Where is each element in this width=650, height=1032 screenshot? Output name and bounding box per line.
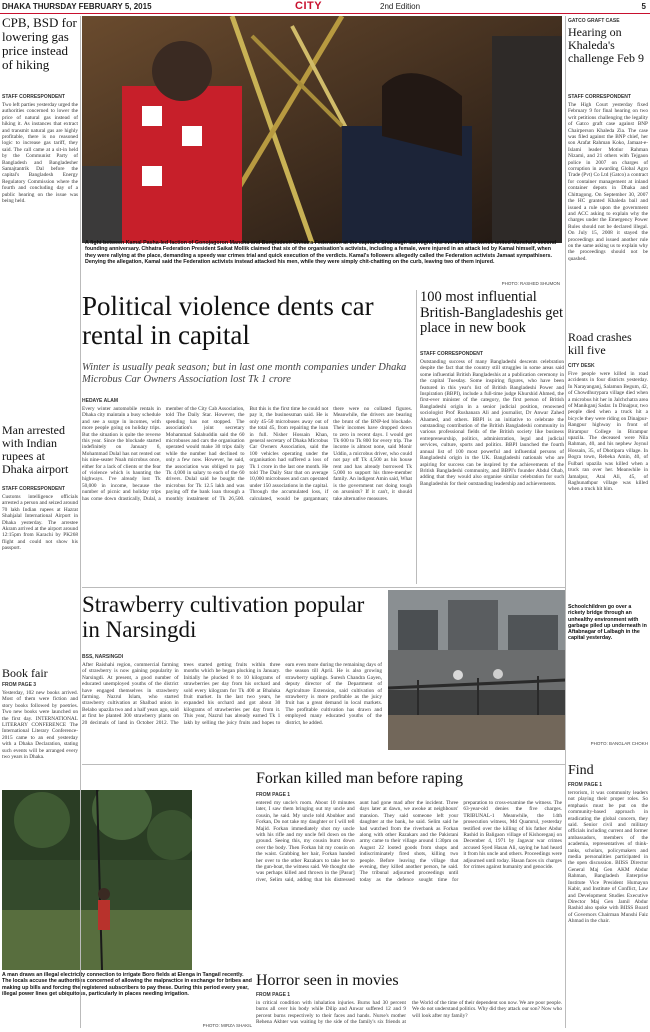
edition-label: 2nd Edition — [380, 2, 421, 11]
gatco-body: The High Court yesterday fixed February 9 for final hearing on two writ petitions challenging the legality of Gatco graft case against BNP Chairperson Khaleda Zia. The case was filed against the BNP chief, her son Arafat Rahman Koko, Jamaat-e-Islami leader Motiur Rahman Nizami, and 21 others with Tejgaon police in 2007 on charges of corruption in awarding Global Agro Trade (Pvt) Co Ltd (Gatco) a contract for container management at inland container depots in Dhaka and Chittagong. On September 30, 2007 the HC granted Khaleda bail and issued a rule upon the government and ACC asking to explain why the charges under the Emergency Power Rules should not be declared illegal. On July 15, 2008 it stayed the proceedings and issued another rule on the same asking us to explain why the proceedings should not be quashed. — [568, 102, 648, 262]
road-byline: CITY DESK — [568, 363, 595, 369]
bookfair-headline: Book fair — [2, 667, 48, 680]
page-header — [0, 0, 650, 14]
road-headline: Road crashes kill five — [568, 331, 632, 357]
column-rule-left — [80, 16, 81, 1028]
violence-body: Every winter automobile rentals in Dhaka city maintain a busy schedule and see a surge in incomes, with more people going on holiday trips. But the situation is quite the reverse this year. Since the blockade started indefinitely on January 6, Mohammad Dulal has not rented out his nine-seater Noah microbus once, either for a lack of clients or the fear of violence which is haunting the highways. I've already lost Tk 50,000 in income, because the number of picnic and holiday trips has come down drastically, Dulal, a member of the City Cab Association, told The Daily Star. However, the spending has not stopped. The association's joint secretary Mohammad Salahuddin said the 60 microbuses and cars the organisation operated would make 30 trips daily while the number had declined to only a few now. However, he said, the association was obliged to pay Tk 4,000 in salary to each of the 60 drivers. Dulal said he bought the microbus for Tk 12.5 lakh and was paying off the bank loan through a monthly instalment of Tk 26,500. But this is the first time he could not pay it, the businessman said. He is only 45-50 microbuses away out of the total 45, from repairing the loan in full. Nisher Hossain Khan, general secretary of Dhaka Microbus Car Owners Association, said the 100 vehicles operating under the organisation had suffered a loss of Tk 1 crore in the last one month. He told The Daily Star that on average 10,000 microbuses and cars operated under 150 associations in the capital. Through the accumulated loss, if calculated, would be gargantuan; there were no collated figures. Meanwhile, the drivers are bearing the brunt of the BNP-led blockade. Their incomes have dropped down to zero in recent days. I would get Tk 600 to Tk 800 for every trip. The income is almost none, said Monir Uddin, a microbus driver, who could not pay off Tk 4,500 as his house rent and has already borrowed Tk 5,000 to support his three-member family. An indigent Amin said, What is the government not doing tough on arsonists? If it can't, it should take alternative measures. — [82, 406, 412, 502]
forkan-body: entered my uncle's room. About 10 minutes later, I saw them bringing out my uncle and cousin, he said. My uncle told Abubker and Forkan, Do not take my daughter or I will tell Majid. Forkan immediately shot my uncle with his rifle and my uncle fell down on the ground. Seeing this, my cousin burst down over the body. Then Forkan hit my cousin on the waist. Grabbing her hair, Forkan handed her over to the other Razakars to take her to the gun-boat, the witness said. We thought she was perhaps killed and thrown in the [Pasur] river, Selim said, adding that his distressed aunt had gone mad after the incident. Three days later at dawn, we awoke at neighbours' mansion. They said someone left your daughter at the bank, he said. Selim said he had watched from the riverbank as Forkan along with other Razakars and the Pakistani army came to their village around 1:30pm on August 22 looted goods from shops and indiscriminately fired shots, killing two people. Before leaving the village that evening, they killed another person, he said. The tribunal adjourned proceedings until today as the defence sought time for preparation to cross-examine the witness. The 63-year-old denies the five charges. TRIBUNAL-1 Meanwhile, the 14th prosecution witness, Md Quamrul, yesterday testified over the killing of his father Abdur Rashid in Baligaon village of Kishoreganj on December 4, 1971 by Jagavar war crimes accused Syed Hasan Ali, saying he had heard it from his uncle and others. Proceedings were adjourned until today. Hasan faces six charges for crimes against humanity and genocide. — [256, 800, 562, 883]
electricity-photo-image — [2, 790, 192, 970]
bbpi-byline: STAFF CORRESPONDENT — [420, 351, 483, 357]
strawberry-headline-box — [82, 592, 382, 648]
shahbagh-photo — [82, 16, 562, 243]
violence-headline: Political violence dents car rental in capital — [82, 292, 374, 350]
shahbagh-credit: PHOTO: RASHED SHUMON — [501, 281, 560, 286]
forkan-headline: Forkan killed man before raping — [256, 770, 464, 787]
bridge-photo-image — [388, 590, 566, 750]
find-byline: FROM PAGE 1 — [568, 782, 603, 788]
cpb-byline: STAFF CORRESPONDENT — [2, 94, 65, 100]
find-headline-box — [568, 764, 648, 782]
row-rule-2 — [82, 764, 565, 765]
shahbagh-caption: A fight between Kamal Pasha-led faction of Gonojagoron Mancha and Bangladesh Chhatra Federation at the capital's Shahbagh last night, the eve of the erstwhile united Mancha's second founding anniversary. Chhatra Federation President Saikat Mollik claimed that six of the organisation's activists, including a female, were injured in an attack led by Kamal himself, when they were rallying at the place, demanding a speedy war crimes trial and quick execution of the verdicts. Kamal's followers allegedly called the Federation activists Jamaat sympathisers. Denying the allegation, Kamal said the Federation activists instead attacked his men, while they were simply chit-chatting on the curb, leaving two of them injured. — [85, 240, 557, 265]
horror-headline: Horror seen in movies — [256, 972, 399, 989]
bbpi-headline: 100 most influential British-Bangladeshis get place in new book — [420, 290, 563, 336]
strawberry-headline: Strawberry cultivation popular in Narsingdi — [82, 592, 365, 642]
cpb-headline: CPB, BSD for lowering gas price instead of hiking — [2, 16, 77, 72]
road-body: Five people were killed in road accidents in four districts yesterday. In Narayanganj, Salamun Begum, 42, of Chowdhurypara village died when a microbus hit her in Jalchchatra area of Manikganj Sadar. In Dinajpur, two people died when a truck hit a bicycle they were riding on Dinajpur-Rangpur highway in front of Birampur College in Birampur upazila. The deceased were Nila Rahman, 40, and his nephew Joynul Hossain, 35, of Dhotipara village. In Bogra town, Rebeka Amin, 40, of Fulbari upazila was killed when a truck ran over her. Meanwhile in Jamalpur, Atai Ali, 45, of Raghunathpur village was killed when a truck hit him. — [568, 371, 648, 493]
section-name: CITY — [295, 0, 323, 12]
gatco-byline: STAFF CORRESPONDENT — [568, 94, 631, 100]
violence-byline: HEDAYE ALAM — [82, 398, 119, 404]
electricity-credit: PHOTO: MIRZA SHAKIL — [202, 1023, 252, 1028]
horror-byline: FROM PAGE 1 — [256, 992, 291, 998]
strawberry-body: After Raishahi region, commercial farming of strawberry is now gaining popularity in Narsingdi. At present, a good number of educated unemployed youths of the district have engaged themselves in strawberry farming. Nazrul Islam, who started strawberry cultivation at Shalbad union in Belabo upazila two and a half years ago, said at first he planted 300 strawberry plants on 20 decimals of land in October 2012. The trees started getting fruits within three months which he began plucking in January. Initially he plucked 8 to 10 kilograms of strawberries per day from his orchard and sold every kilogram for Tk 400 at Bhaluka fruit market. In the last two years, he expanded his orchard and got about 30 kilograms of strawberries per day from it. This year, Nazrul has already earned Tk 1 lakh by selling the juicy fruits and hopes to earn even more during the remaining days of the season till April. He is also growing strawberry saplings. Suresh Chandra Gayen, deputy director of the Department of Agriculture Extension, said cultivation of strawberry is more profitable as the juicy fruit has a great demand in local markets. The profitable cultivation has drawn and employed many educated youths of the district, he added. — [82, 662, 382, 726]
find-body: terrorism, it was community leaders not playing their proper roles. So emphasis must be put on the community-based approach in eradicating the global concern, they said. Senior civil and military officials including current and former ambassadors, members of the academia, representatives of think-tanks, scholars, policymakers and media personalities participated in the open discussion. BIISS Director General Maj Gen AKM Abdur Rahman, Bangladesh Enterprise Institute Vice President Humayun Kabir, and Institute of Conflict, Law and Development Studies Executive Director Maj Gen Jamil Abdur Rashid also spoke with BIISS Board of Governors Chairman Munshi Faiz Ahmad in the chair. — [568, 790, 648, 925]
cpb-body: Two left parties yesterday urged the authorities concerned to lower the price of natural gas instead of hiking it. As instances that extract and transmit natural gas are highly profitable, there is no reasoned logic to increase gas tariff, they said. The call came at a sit-in held by the Communist Party of Bangladesh and Bangladesher Samajtantrik Dal before the capital's Bangladesh Energy Regulatory Commission where the fourth and concluding day of a public hearing on the issue was being held. — [2, 102, 78, 205]
bbpi-headline-box — [420, 290, 564, 348]
column-rule-mid — [416, 290, 417, 584]
find-headline: Find — [568, 764, 594, 778]
row-rule-1 — [82, 587, 565, 588]
bridge-photo — [388, 590, 566, 750]
violence-subtitle-box — [82, 362, 412, 392]
forkan-headline-box — [256, 770, 562, 790]
bridge-credit: PHOTO: BANGLAR CHOKH — [590, 741, 648, 746]
airport-body: Customs intelligence officials arrested a person and seized around 70 lakh Indian rupees at Hazrat Shahjalal International Airport in Dhaka yesterday. The arrestee Akram arrived at the airport around 12:15pm from Karachi by PK268 flight and could not show his passport. — [2, 494, 78, 552]
electricity-caption: A man draws an illegal electricity connection to irrigate Boro fields at Elenga in Tangail recently. The locals accuse the authorities concerned of allowing the malpractice in exchange for bribes and making up bills and forcing the registered subscribers to pay these. During this period every year, illegal power lines get ubiquitous, particularly in places needing irrigation. — [2, 972, 252, 997]
horror-body: in critical condition with inhalation injuries. Burns had 30 percent burns all over his body while Dilip and Anwar suffered 12 and 9 percent burns respectively to their faces and hands. Nurse's mother Rehena Akhter was waiting by the side of the family's six friends at the World of the time of their dependent son now. We are poor people. We do not understand politics. Why did they attack our son? Now who will look after my family? — [256, 1000, 562, 1026]
airport-byline: STAFF CORRESPONDENT — [2, 486, 65, 492]
bridge-caption: Schoolchildren go over a rickety bridge through an unhealthy environment with garbage piled up underneath in Aftabnagar of Lalbagh in the capital yesterday. — [568, 604, 647, 642]
bookfair-body: Yesterday, 102 new books arrived. Most of them were fiction and story books followed by poetries. Two new books were launched on the first day. INTERNATIONAL LITERARY CONFERENCE The International Literary Conference-2015 came to an end yesterday with a Dhaka Declaration, stating such events will be arranged every two years in Dhaka. — [2, 690, 78, 761]
electricity-photo — [2, 790, 192, 970]
page-number: 5 — [641, 2, 646, 11]
violence-subtitle: Winter is usually peak season; but in last one month companies under Dhaka Microbus Car Owners Association lost Tk 1 crore — [82, 362, 407, 385]
forkan-byline: FROM PAGE 1 — [256, 792, 291, 798]
shahbagh-photo-image — [82, 16, 562, 243]
bbpi-body: Outstanding success of many Bangladeshi descents celebration despite the fact that the country still struggles in some areas said some influential British Bangladeshis at a publication ceremony in the capital Tuesday. Some inspiring figures, who have been featured in this year's list of British Bangladeshi Power and Inspiration (BBPI), include a full-time judge Khurshid Ahmed, the first-ever minister of the category, the first person of British Bangladeshi origin in a senior judicial position, renowned sociologist Prof Rushanara Ali and journalist, Dr Anwar Zahed Ahamed, and others. BBPI is an initiative to celebrate the outstanding contribution of the British Bangladeshi community in various professional fields of the British society like business entrepreneurship, politics, administration, legal and judicial services, culture, sports and politics. BBPI launched the fourth annual list of 100 most powerful and influential persons of Bangladeshi origin in the UK. Bangladeshi nationals who are aspiring for success can be inspired by the achievements of the British Bangladeshi community, and BBPI's founder Abdul Ohab, adding that they would also organise similar celebration for such Bangladeshis for their outstanding leadership and achievements. — [420, 359, 564, 487]
dateline: DHAKA THURSDAY FEBRUARY 5, 2015 — [2, 2, 152, 11]
gatco-kicker: GATCO GRAFT CASE — [568, 18, 620, 24]
violence-headline-box — [82, 292, 412, 370]
strawberry-byline: BSS, NARSINGDI — [82, 654, 124, 660]
gatco-headline: Hearing on Khaleda's challenge Feb 9 — [568, 26, 644, 65]
column-rule-right — [565, 16, 566, 1028]
horror-headline-box — [256, 972, 562, 992]
airport-headline: Man arrested with Indian rupees at Dhaka airport — [2, 424, 69, 476]
bookfair-byline: FROM PAGE 3 — [2, 682, 37, 688]
